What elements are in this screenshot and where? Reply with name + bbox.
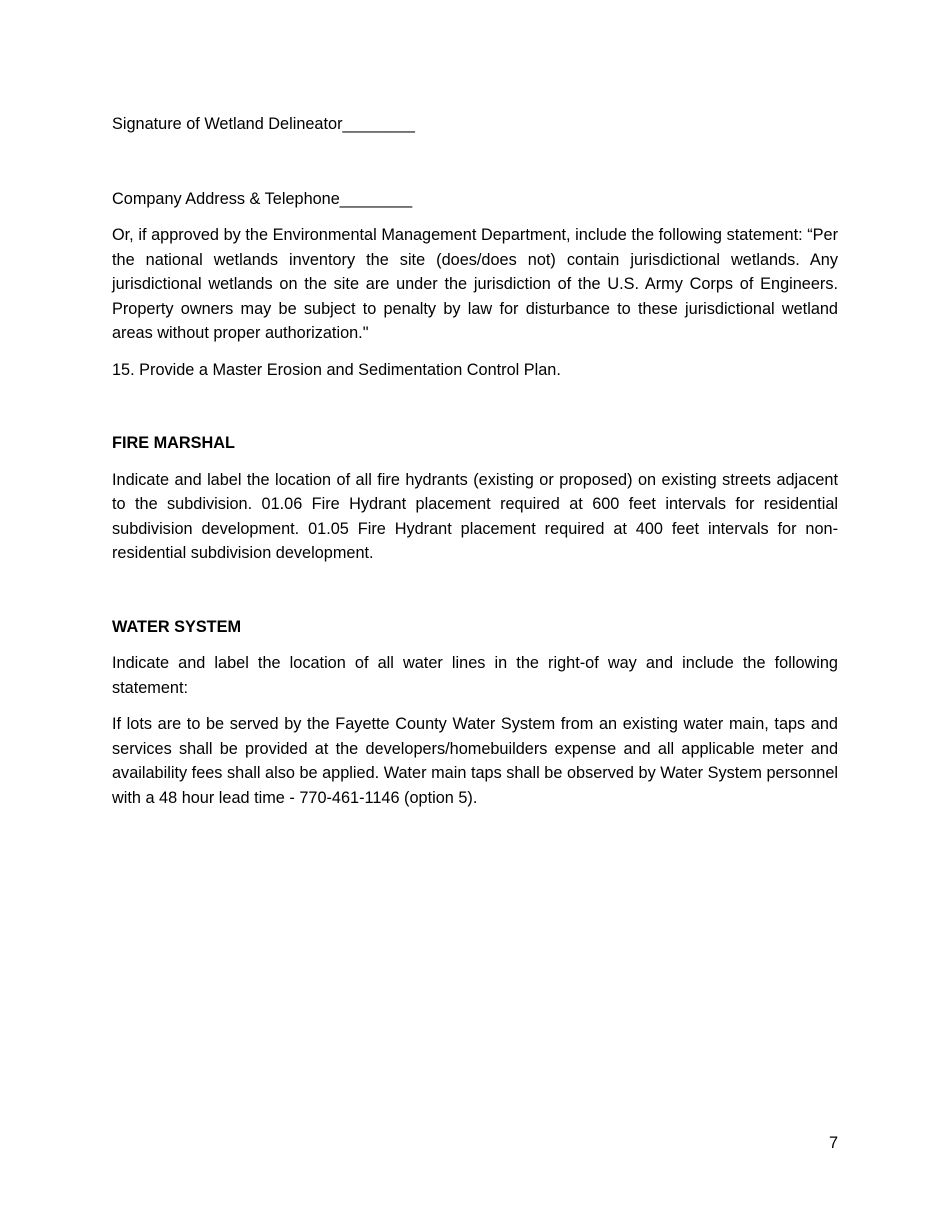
signature-line: Signature of Wetland Delineator________ — [112, 115, 415, 133]
item-15-erosion-plan: 15. Provide a Master Erosion and Sedimentation Control Plan. — [112, 360, 561, 379]
water-system-heading: WATER SYSTEM — [112, 617, 242, 636]
fire-marshal-body: Indicate and label the location of all fire hydrants (existing or proposed) on existing streets adjacent to the subdivision. 01.06 Fire Hydrant placement required at 600 feet intervals for residential subdivision development. 01.05 Fire Hydrant placement required at 400 feet intervals for non-residential subdivision development. — [112, 470, 838, 562]
page-content — [112, 112, 838, 810]
water-system-statement: If lots are to be served by the Fayette County Water System from an existing water main, taps and services shall be provided at the developers/homebuilders expense and all applicable meter and availability fees shall also be applied. Water main taps shall be observed by Water System personnel with a 48 hour lead time - 770-461-1146 (option 5). — [112, 715, 838, 807]
page-number: 7 — [828, 1134, 838, 1152]
water-system-intro: Indicate and label the location of all water lines in the right-of way and include the following statement: — [112, 654, 838, 697]
company-address-line: Company Address & Telephone________ — [112, 189, 413, 208]
wetlands-statement: Or, if approved by the Environmental Management Department, include the following statement: “Per the national wetlands inventory the site (does/does not) contain jurisdictional wetlands. Any jurisdictional wetlands on the site are under the jurisdiction of the U.S. Army Corps of Engineers. Property owners may be subject to penalty by law for disturbance to these jurisdictional wetland areas without proper authorization." — [112, 226, 838, 342]
fire-marshal-heading: FIRE MARSHAL — [112, 434, 236, 452]
